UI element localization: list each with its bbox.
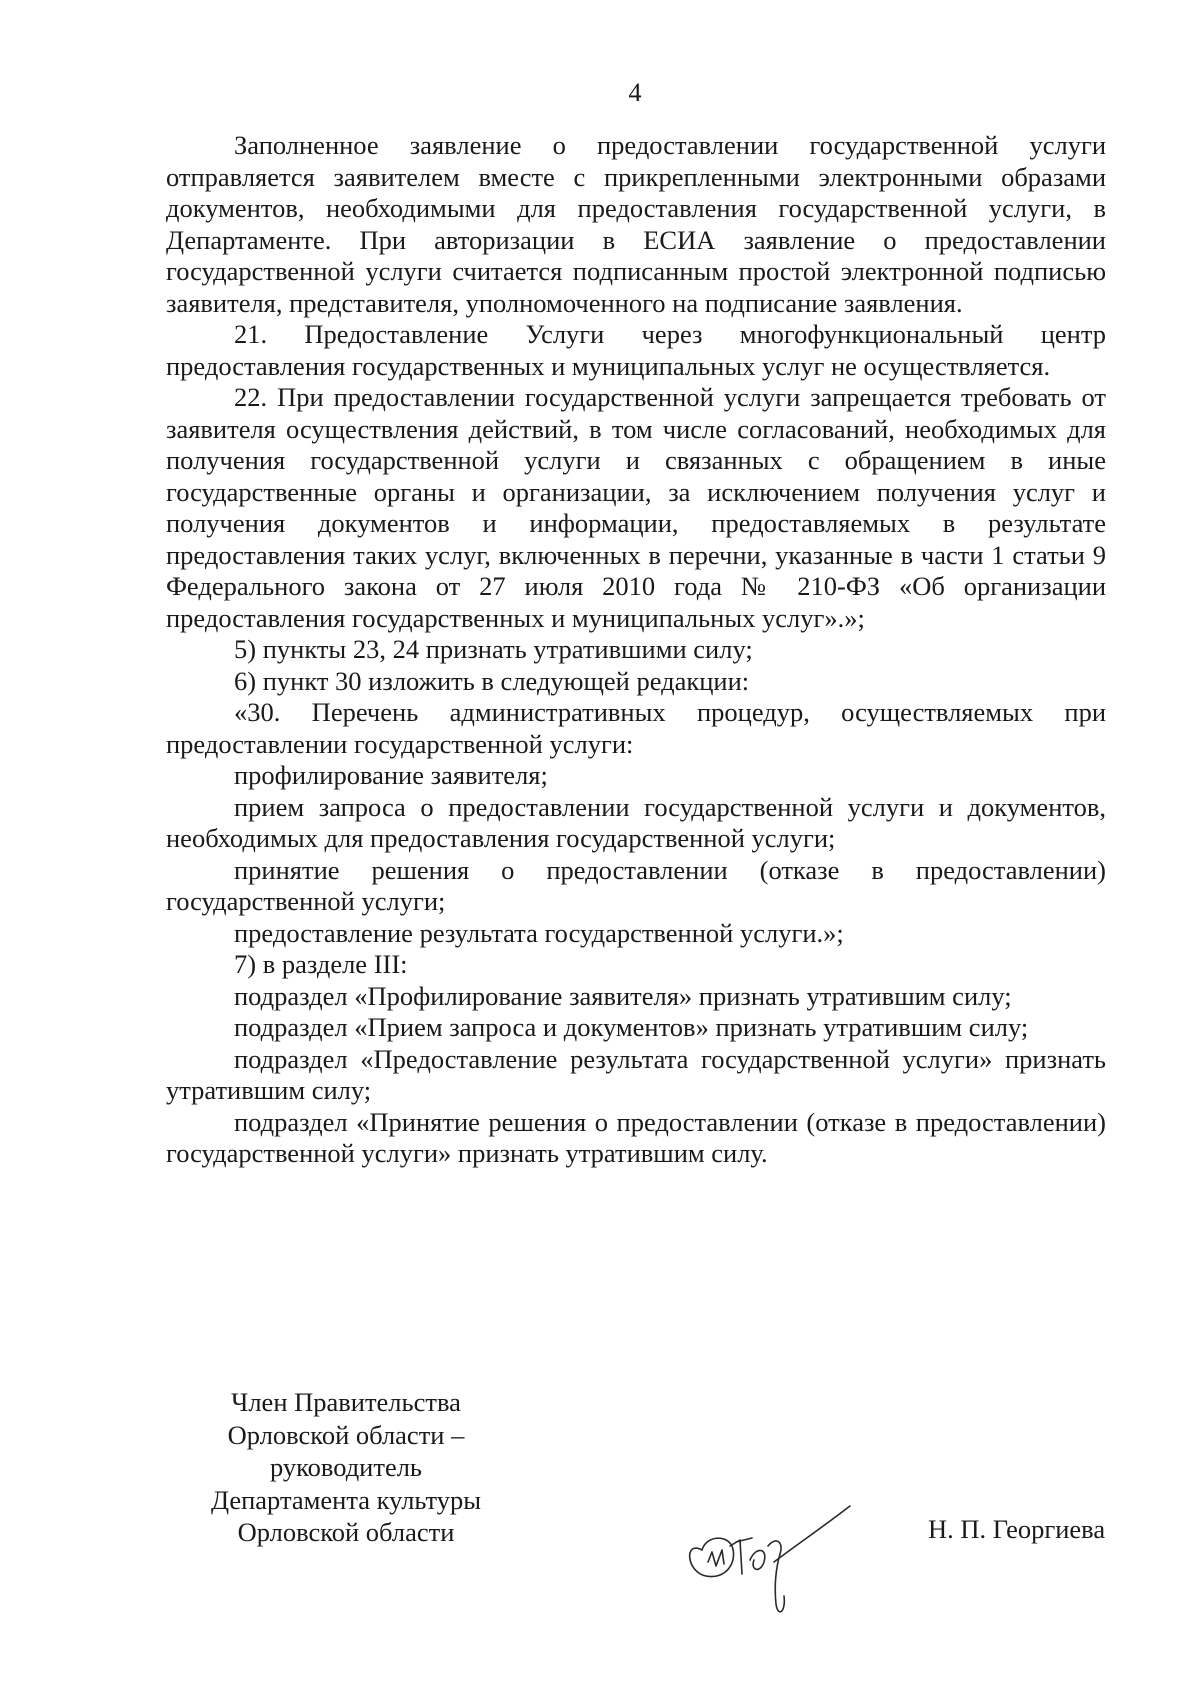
page-number: 4 — [628, 78, 642, 107]
paragraph-subsection-request: подраздел «Прием запроса и документов» признать утратившим силу; — [234, 1012, 1029, 1042]
signatory-title-line: руководитель — [269, 1452, 423, 1482]
signatory-title — [176, 1386, 516, 1549]
paragraph-amendment-6: 6) пункт 30 изложить в следующей редакции: — [234, 665, 750, 696]
paragraph-procedure-request: прием запроса о предоставлении государственной услуги и документов, необходимых для предоставления государственной услуги; — [166, 791, 1106, 853]
paragraph-amendment-7: 7) в разделе III: — [234, 949, 408, 979]
paragraph-item-30: «30. Перечень административных процедур, осуществляемых при предоставлении государственной услуги: — [166, 697, 1106, 759]
paragraph-procedure-decision: принятие решения о предоставлении (отказе в предоставлении) государственной услуги; — [166, 854, 1106, 916]
paragraph-subsection-decision: подраздел «Принятие решения о предоставлении (отказе в предоставлении) государственной услуги» признать утратившим силу. — [166, 1106, 1106, 1168]
signatory-title-line: Член Правительства — [231, 1387, 461, 1417]
paragraph-application-submission: Заполненное заявление о предоставлении государственной услуги отправляется заявителем вместе с прикрепленными электронными образами документов, необходимыми для предоставления государственной услуги, в Департаменте. При авторизации в ЕСИА заявление о предоставлении государственной услуги считается подписанным простой электронной подписью заявителя, представителя, уполномоченного на подписание заявления. — [166, 130, 1106, 318]
paragraph-procedure-profiling: профилирование заявителя; — [234, 760, 548, 790]
document-body — [166, 130, 1106, 1170]
paragraph-subsection-profiling: подраздел «Профилирование заявителя» признать утратившим силу; — [234, 980, 1012, 1011]
paragraph-item-22: 22. При предоставлении государственной услуги запрещается требовать от заявителя осуществления действий, в том числе согласований, необходимых для получения государственной услуги и связанных с обращением в иные государственные органы и организации, за исключением получения услуг и получения документов и информации, предоставляемых в результате предоставления таких услуг, включенных в перечни, указанные в части 1 статьи 9 Федерального закона от 27 июля 2010 года № 210-ФЗ «Об организации предоставления государственных и муниципальных услуг».»; — [166, 382, 1106, 633]
signatory-title-line: Департамента культуры — [210, 1484, 482, 1515]
paragraph-amendment-5: 5) пункты 23, 24 признать утратившими силу; — [234, 634, 753, 664]
signatory-name: Н. П. Георгиева — [928, 1514, 1106, 1544]
handwritten-signature — [680, 1480, 860, 1620]
signatory-title-line: Орловской области — [237, 1517, 455, 1547]
signatory-title-line: Орловской области – — [227, 1419, 465, 1450]
paragraph-procedure-result: предоставление результата государственной услуги.»; — [234, 917, 844, 948]
paragraph-subsection-result: подраздел «Предоставление результата государственной услуги» признать утратившим силу; — [166, 1043, 1106, 1105]
paragraph-item-21: 21. Предоставление Услуги через многофункциональный центр предоставления государственных и муниципальных услуг не осуществляется. — [166, 319, 1106, 381]
